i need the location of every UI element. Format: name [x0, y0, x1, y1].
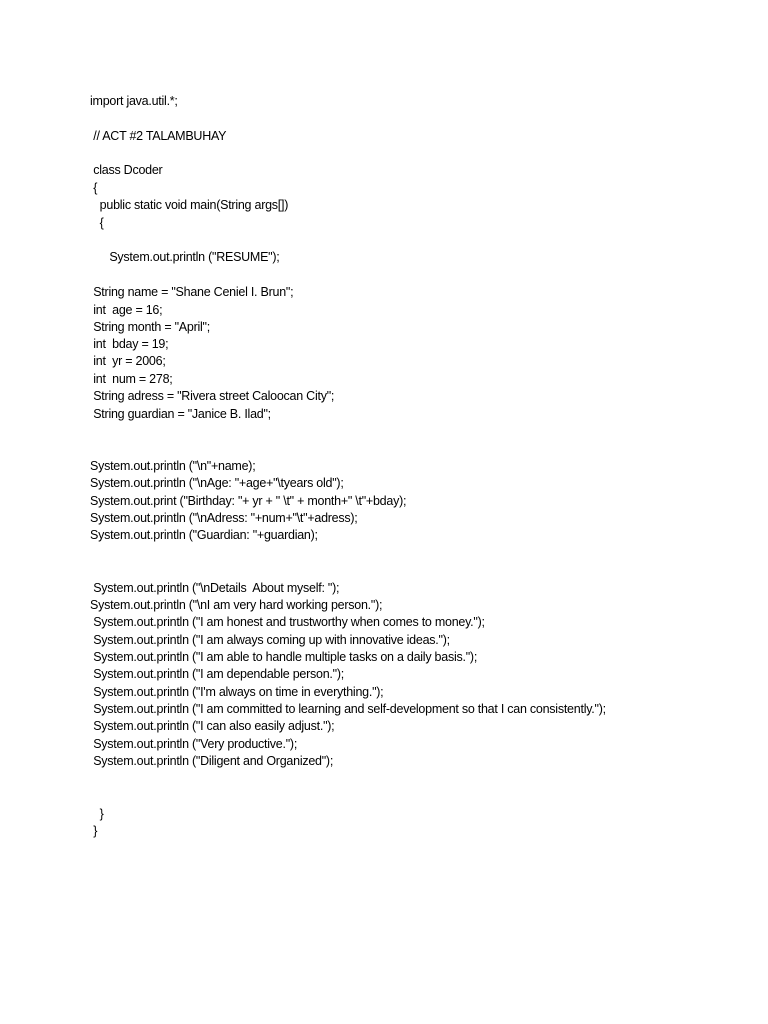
code-line-print-age: System.out.println ("\nAge: "+age+"\tyears old"); — [90, 476, 344, 490]
code-line-class: class Dcoder — [90, 163, 163, 177]
code-line-print-productive: System.out.println ("Very productive."); — [90, 737, 298, 751]
code-line-var-month: String month = "April"; — [90, 320, 210, 334]
code-line-var-yr: int yr = 2006; — [90, 354, 166, 368]
code-line-print-honest: System.out.println ("I am honest and trustworthy when comes to money."); — [90, 615, 485, 629]
code-line-var-bday: int bday = 19; — [90, 337, 169, 351]
code-line-print-diligent: System.out.println ("Diligent and Organized"); — [90, 754, 334, 768]
code-line-print-ontime: System.out.println ("I'm always on time in everything."); — [90, 685, 384, 699]
code-line-print-dependable: System.out.println ("I am dependable person."); — [90, 667, 344, 681]
code-line-print-name: System.out.println ("\n"+name); — [90, 459, 256, 473]
code-line-var-num: int num = 278; — [90, 372, 173, 386]
code-line-print-details: System.out.println ("\nDetails About myself: "); — [90, 581, 340, 595]
code-line-print-multitask: System.out.println ("I am able to handle multiple tasks on a daily basis."); — [90, 650, 478, 664]
code-line-var-name: String name = "Shane Ceniel I. Brun"; — [90, 285, 294, 299]
code-line-print-adress: System.out.println ("\nAdress: "+num+"\t"+adress); — [90, 511, 358, 525]
code-line-main-open-brace: { — [90, 216, 104, 230]
code-line-print-innovative: System.out.println ("I am always coming up with innovative ideas."); — [90, 633, 450, 647]
code-line-main-close-brace: } — [90, 807, 104, 821]
code-line-print-resume: System.out.println ("RESUME"); — [90, 250, 280, 264]
code-line-comment: // ACT #2 TALAMBUHAY — [90, 129, 227, 143]
code-line-print-hardworking: System.out.println ("\nI am very hard working person."); — [90, 598, 383, 612]
code-line-var-guardian: String guardian = "Janice B. Ilad"; — [90, 407, 271, 421]
code-line-print-guardian: System.out.println ("Guardian: "+guardian); — [90, 528, 318, 542]
code-line-print-adjust: System.out.println ("I can also easily adjust."); — [90, 719, 335, 733]
code-line-class-open-brace: { — [90, 181, 98, 195]
code-line-main-method: public static void main(String args[]) — [90, 198, 289, 212]
code-line-var-adress: String adress = "Rivera street Caloocan City"; — [90, 389, 335, 403]
code-line-class-close-brace: } — [90, 824, 98, 838]
code-line-print-committed: System.out.println ("I am committed to learning and self-development so that I can consistently."); — [90, 702, 606, 716]
code-line-print-birthday: System.out.print ("Birthday: "+ yr + " \t" + month+" \t"+bday); — [90, 494, 407, 508]
code-line-import: import java.util.*; — [90, 94, 178, 108]
code-line-var-age: int age = 16; — [90, 303, 163, 317]
